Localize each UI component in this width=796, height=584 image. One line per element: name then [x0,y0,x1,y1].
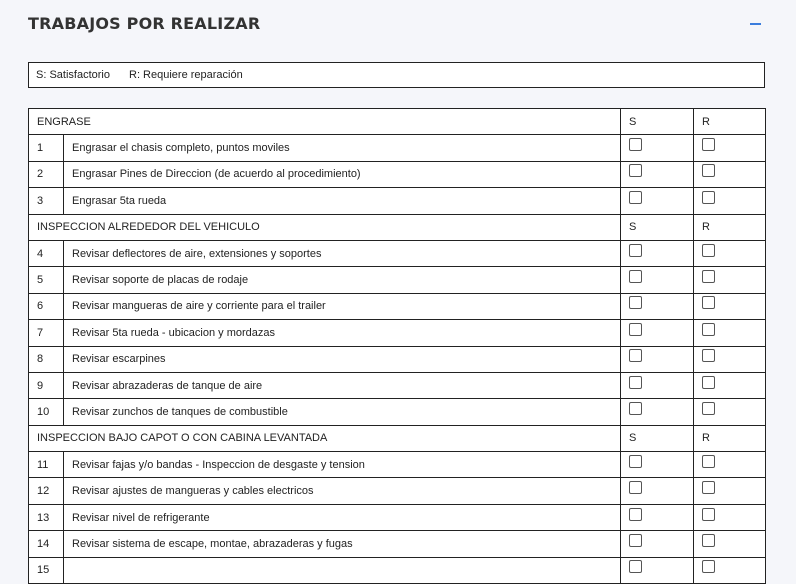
checklist-row [29,452,766,478]
item-number: 7 [29,320,64,346]
item-number: 2 [29,161,64,187]
checkbox-satisfactorio[interactable] [629,376,642,389]
checklist-row [29,372,766,398]
checkbox-requiere-reparacion[interactable] [702,296,715,309]
section-header-row [29,214,766,240]
cell-r [694,478,766,504]
item-number: 5 [29,267,64,293]
cell-r [694,399,766,425]
cell-r [694,452,766,478]
item-description: Revisar 5ta rueda - ubicacion y mordazas [64,320,621,346]
checkbox-requiere-reparacion[interactable] [702,244,715,257]
cell-r [694,293,766,319]
item-description: Revisar escarpines [64,346,621,372]
checkbox-requiere-reparacion[interactable] [702,270,715,283]
checkbox-requiere-reparacion[interactable] [702,164,715,177]
checkbox-satisfactorio[interactable] [629,191,642,204]
checklist-row [29,135,766,161]
item-number: 6 [29,293,64,319]
cell-r [694,372,766,398]
item-description: Revisar deflectores de aire, extensiones y soportes [64,240,621,266]
checkbox-satisfactorio[interactable] [629,138,642,151]
cell-r [694,346,766,372]
checkbox-requiere-reparacion[interactable] [702,508,715,521]
item-description: Revisar soporte de placas de rodaje [64,267,621,293]
cell-s [621,240,694,266]
cell-s [621,557,694,583]
section-title: INSPECCION ALREDEDOR DEL VEHICULO [29,214,621,240]
cell-s [621,452,694,478]
checkbox-satisfactorio[interactable] [629,270,642,283]
section-header-row [29,425,766,451]
cell-r [694,188,766,214]
cell-s [621,531,694,557]
checkbox-requiere-reparacion[interactable] [702,402,715,415]
checklist-row [29,320,766,346]
cell-r [694,267,766,293]
cell-r [694,557,766,583]
item-number: 12 [29,478,64,504]
checkbox-satisfactorio[interactable] [629,244,642,257]
item-description: Engrasar el chasis completo, puntos moviles [64,135,621,161]
cell-s [621,320,694,346]
checkbox-satisfactorio[interactable] [629,296,642,309]
cell-s [621,399,694,425]
section-title: ENGRASE [29,109,621,135]
checklist-table [28,108,766,584]
item-number: 4 [29,240,64,266]
page-title: TRABAJOS POR REALIZAR [28,14,261,33]
item-number: 10 [29,399,64,425]
checklist-table-wrapper [28,108,765,584]
item-description: Revisar ajustes de mangueras y cables electricos [64,478,621,504]
checkbox-requiere-reparacion[interactable] [702,481,715,494]
checkbox-satisfactorio[interactable] [629,402,642,415]
cell-r [694,531,766,557]
checklist-row [29,531,766,557]
cell-s [621,161,694,187]
column-header-r: R [694,214,766,240]
cell-s [621,267,694,293]
checklist-row [29,557,766,583]
cell-r [694,504,766,530]
collapse-minus-icon[interactable] [748,15,764,31]
legend-requiere-reparacion: R: Requiere reparación [129,69,243,81]
checklist-row [29,161,766,187]
cell-r [694,320,766,346]
cell-s [621,188,694,214]
item-number: 13 [29,504,64,530]
checkbox-requiere-reparacion[interactable] [702,138,715,151]
checkbox-satisfactorio[interactable] [629,534,642,547]
checkbox-requiere-reparacion[interactable] [702,376,715,389]
column-header-s: S [621,109,694,135]
checklist-row [29,399,766,425]
checkbox-requiere-reparacion[interactable] [702,349,715,362]
cell-r [694,161,766,187]
item-number: 1 [29,135,64,161]
column-header-s: S [621,214,694,240]
item-description: Revisar nivel de refrigerante [64,504,621,530]
legend-box [28,62,765,88]
item-description [64,557,621,583]
cell-r [694,135,766,161]
checkbox-satisfactorio[interactable] [629,560,642,573]
checkbox-satisfactorio[interactable] [629,481,642,494]
checklist-row [29,293,766,319]
item-description: Revisar mangueras de aire y corriente para el trailer [64,293,621,319]
checkbox-satisfactorio[interactable] [629,455,642,468]
checkbox-requiere-reparacion[interactable] [702,534,715,547]
column-header-r: R [694,425,766,451]
cell-s [621,293,694,319]
item-number: 14 [29,531,64,557]
checklist-row [29,478,766,504]
checklist-row [29,504,766,530]
checkbox-satisfactorio[interactable] [629,508,642,521]
column-header-r: R [694,109,766,135]
checkbox-requiere-reparacion[interactable] [702,191,715,204]
item-description: Engrasar Pines de Direccion (de acuerdo al procedimiento) [64,161,621,187]
checkbox-requiere-reparacion[interactable] [702,455,715,468]
item-description: Revisar abrazaderas de tanque de aire [64,372,621,398]
item-number: 15 [29,557,64,583]
checklist-row [29,346,766,372]
section-header-row [29,109,766,135]
cell-s [621,135,694,161]
checkbox-satisfactorio[interactable] [629,323,642,336]
checklist-row [29,240,766,266]
checklist-row [29,267,766,293]
item-description: Revisar sistema de escape, montae, abrazaderas y fugas [64,531,621,557]
section-title: INSPECCION BAJO CAPOT O CON CABINA LEVANTADA [29,425,621,451]
cell-s [621,372,694,398]
item-number: 3 [29,188,64,214]
cell-s [621,504,694,530]
item-description: Revisar zunchos de tanques de combustible [64,399,621,425]
checkbox-requiere-reparacion[interactable] [702,323,715,336]
cell-r [694,240,766,266]
checkbox-requiere-reparacion[interactable] [702,560,715,573]
checklist-row [29,188,766,214]
cell-s [621,346,694,372]
cell-s [621,478,694,504]
legend-satisfactorio: S: Satisfactorio [36,69,110,81]
item-number: 9 [29,372,64,398]
checkbox-satisfactorio[interactable] [629,349,642,362]
item-number: 11 [29,452,64,478]
item-number: 8 [29,346,64,372]
checkbox-satisfactorio[interactable] [629,164,642,177]
item-description: Revisar fajas y/o bandas - Inspeccion de desgaste y tension [64,452,621,478]
item-description: Engrasar 5ta rueda [64,188,621,214]
column-header-s: S [621,425,694,451]
